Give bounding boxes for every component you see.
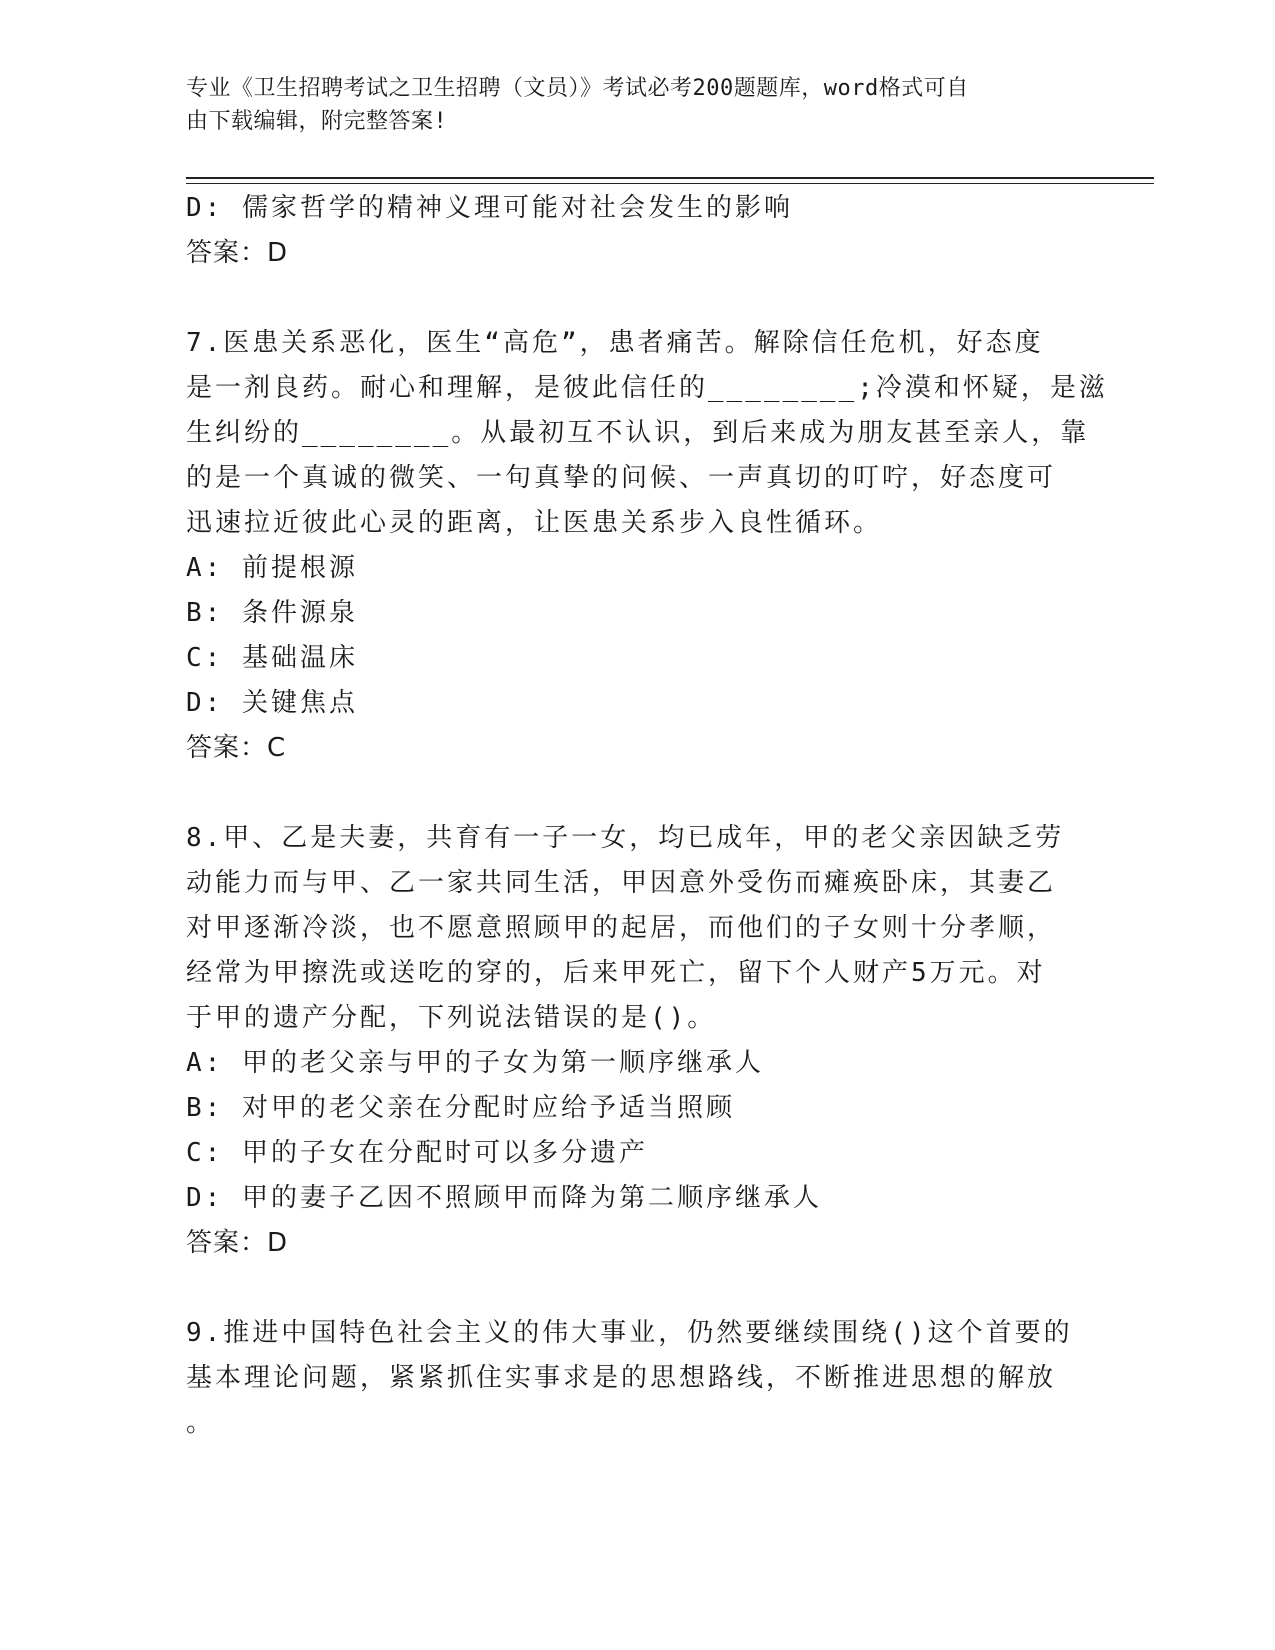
- header-line-2: 由下载编辑，附完整答案!: [186, 109, 448, 134]
- header-rule-thin: [186, 183, 1154, 184]
- q7-option-d: D: 关键焦点: [186, 688, 358, 718]
- q8-stem-line: 动能力而与甲、乙一家共同生活，甲因意外受伤而瘫痪卧床，其妻乙: [186, 868, 1057, 898]
- spacer: [186, 771, 1066, 816]
- q8-option-b: B: 对甲的老父亲在分配时应给予适当照顾: [186, 1093, 735, 1123]
- q8-option-a: A: 甲的老父亲与甲的子女为第一顺序继承人: [186, 1048, 764, 1078]
- q6-option-d: D: 儒家哲学的精神义理可能对社会发生的影响: [186, 193, 793, 223]
- q7-answer: 答案：C: [186, 733, 287, 763]
- spacer: [186, 1266, 1066, 1311]
- q9-stem-line: 。: [186, 1408, 216, 1438]
- q8-option-c: C: 甲的子女在分配时可以多分遗产: [186, 1138, 648, 1168]
- q7-stem-line: 的是一个真诚的微笑、一句真挚的问候、一声真切的叮咛，好态度可: [186, 463, 1057, 493]
- spacer: [186, 276, 1066, 321]
- q7-stem-line: 生纠纷的________。从最初互不认识，到后来成为朋友甚至亲人，靠: [186, 418, 1090, 448]
- q9-stem: [186, 1311, 1073, 1446]
- q7-option-c: C: 基础温床: [186, 643, 358, 673]
- q7-stem-line: 迅速拉近彼此心灵的距离，让医患关系步入良性循环。: [186, 508, 883, 538]
- page-header: [186, 72, 1066, 138]
- q7-stem-line: 是一剂良药。耐心和理解，是彼此信任的________;冷漠和怀疑，是滋: [186, 373, 1108, 403]
- document-body: [186, 186, 1108, 1446]
- q8-option-d: D: 甲的妻子乙因不照顾甲而降为第二顺序继承人: [186, 1183, 822, 1213]
- q9-stem-line: 基本理论问题，紧紧抓住实事求是的思想路线，不断推进思想的解放: [186, 1363, 1057, 1393]
- q7-option-b: B: 条件源泉: [186, 598, 358, 628]
- header-rule-thick: [186, 177, 1154, 179]
- q9-stem-line: 9.推进中国特色社会主义的伟大事业，仍然要继续围绕()这个首要的: [186, 1318, 1073, 1348]
- q7-stem-line: 7.医患关系恶化，医生“高危”，患者痛苦。解除信任危机，好态度: [186, 328, 1044, 358]
- q8-stem-line: 经常为甲擦洗或送吃的穿的，后来甲死亡，留下个人财产5万元。对: [186, 958, 1046, 988]
- q8-stem-line: 于甲的遗产分配，下列说法错误的是()。: [186, 1003, 717, 1033]
- q8-stem: [186, 816, 1066, 1041]
- q6-answer: 答案：D: [186, 238, 289, 268]
- q7-stem: [186, 321, 1108, 546]
- q8-stem-line: 对甲逐渐冷淡，也不愿意照顾甲的起居，而他们的子女则十分孝顺，: [186, 913, 1057, 943]
- q8-answer: 答案：D: [186, 1228, 289, 1258]
- header-line-1: 专业《卫生招聘考试之卫生招聘（文员）》考试必考200题题库，word格式可自: [186, 76, 969, 101]
- q7-option-a: A: 前提根源: [186, 553, 358, 583]
- q8-stem-line: 8.甲、乙是夫妻，共育有一子一女，均已成年，甲的老父亲因缺乏劳: [186, 823, 1065, 853]
